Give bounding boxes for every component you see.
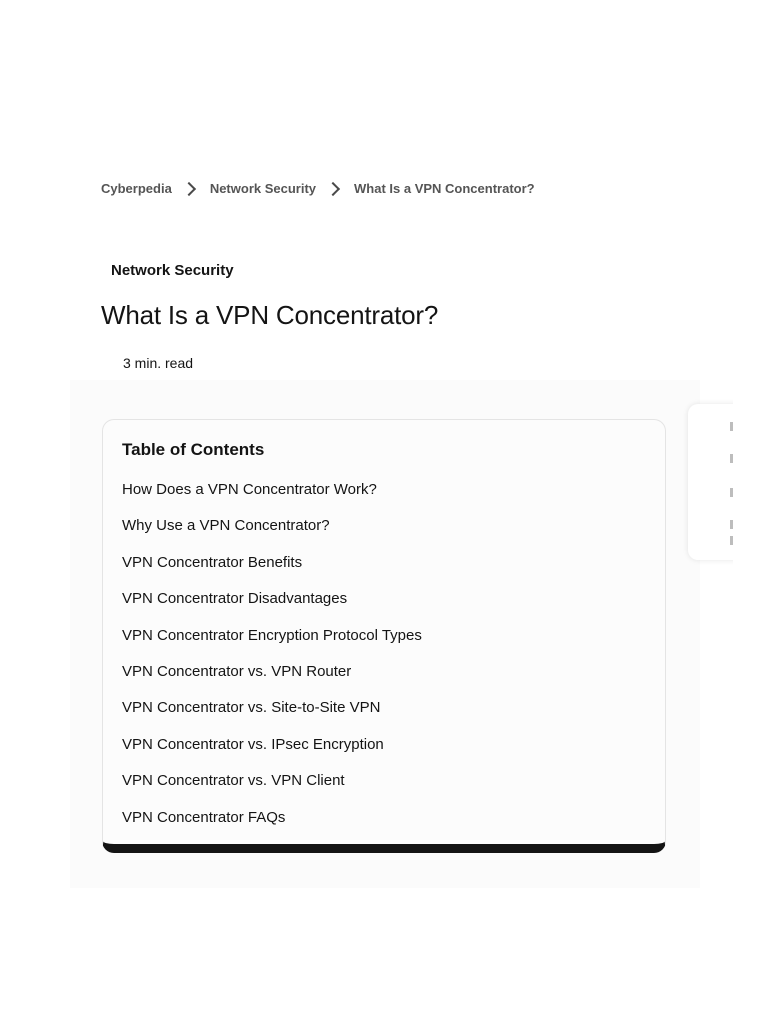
toc-item[interactable]: VPN Concentrator Benefits xyxy=(122,553,303,571)
toc-item[interactable]: How Does a VPN Concentrator Work? xyxy=(122,481,377,498)
breadcrumb-link-network-security[interactable]: Network Security xyxy=(209,181,317,196)
toc-item[interactable]: VPN Concentrator FAQs xyxy=(122,808,286,826)
toc-item[interactable]: VPN Concentrator vs. VPN Router xyxy=(122,662,352,680)
chevron-right-icon xyxy=(326,181,340,195)
toc-item[interactable]: VPN Concentrator vs. IPsec Encryption xyxy=(122,735,384,753)
breadcrumb xyxy=(101,181,535,196)
table-of-contents xyxy=(102,419,666,853)
read-time: 3 min. read xyxy=(123,355,194,371)
page-title: What Is a VPN Concentrator? xyxy=(101,300,439,330)
toc-item[interactable]: VPN Concentrator Encryption Protocol Types xyxy=(122,626,422,644)
toc-item[interactable]: VPN Concentrator vs. VPN Client xyxy=(122,772,345,790)
category-tag[interactable]: Network Security xyxy=(111,262,234,279)
chevron-right-icon xyxy=(182,181,196,195)
breadcrumb-current-page[interactable]: What Is a VPN Concentrator? xyxy=(354,181,535,196)
breadcrumb-link-cyberpedia[interactable]: Cyberpedia xyxy=(101,181,172,196)
toc-list xyxy=(122,481,422,845)
toc-title: Table of Contents xyxy=(122,440,265,459)
right-margin xyxy=(733,0,768,1024)
toc-item[interactable]: VPN Concentrator vs. Site-to-Site VPN xyxy=(122,699,381,717)
toc-item[interactable]: Why Use a VPN Concentrator? xyxy=(122,517,330,535)
toc-item[interactable]: VPN Concentrator Disadvantages xyxy=(122,590,348,608)
